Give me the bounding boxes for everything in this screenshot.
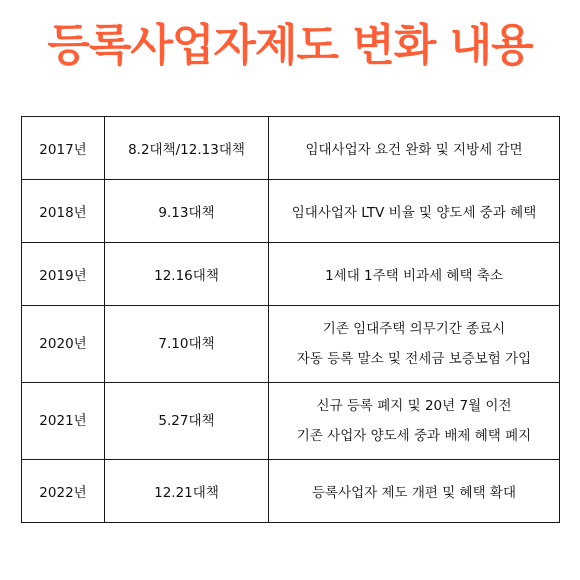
changes-cell (269, 180, 560, 243)
policy-cell: 12.16대책 (105, 243, 269, 306)
year-cell: 2022년 (22, 460, 105, 523)
change-line: 기존 임대주택 의무기간 종료시 (322, 321, 506, 337)
changes-cell (269, 383, 560, 460)
page-title: 등록사업자제도 변화 내용 (47, 20, 533, 71)
policy-cell: 9.13대책 (105, 180, 269, 243)
table-row (22, 180, 560, 243)
year-cell: 2021년 (22, 383, 105, 460)
policy-cell: 5.27대책 (105, 383, 269, 460)
policy-cell: 7.10대책 (105, 306, 269, 383)
change-line: 기존 사업자 양도세 중과 배제 혜택 폐지 (296, 428, 532, 444)
policy-cell: 8.2대책/12.13대책 (105, 117, 269, 180)
table-row (22, 460, 560, 523)
change-line: 신규 등록 폐지 및 20년 7월 이전 (316, 398, 512, 414)
year-cell: 2018년 (22, 180, 105, 243)
table-row (22, 383, 560, 460)
changes-cell (269, 243, 560, 306)
policy-cell: 12.21대책 (105, 460, 269, 523)
change-line: 임대사업자 요건 완화 및 지방세 감면 (305, 142, 523, 158)
table-row (22, 306, 560, 383)
changes-cell (269, 460, 560, 523)
table-row (22, 243, 560, 306)
change-line: 임대사업자 LTV 비율 및 양도세 중과 혜택 (291, 205, 537, 221)
year-cell: 2020년 (22, 306, 105, 383)
policy-timeline-table (21, 116, 560, 523)
change-line: 1세대 1주택 비과세 혜택 축소 (325, 268, 503, 284)
table-row (22, 117, 560, 180)
year-cell: 2019년 (22, 243, 105, 306)
changes-cell (269, 117, 560, 180)
change-line: 등록사업자 제도 개편 및 혜택 확대 (311, 485, 517, 501)
changes-cell (269, 306, 560, 383)
year-cell: 2017년 (22, 117, 105, 180)
change-line: 자동 등록 말소 및 전세금 보증보험 가입 (296, 351, 532, 367)
